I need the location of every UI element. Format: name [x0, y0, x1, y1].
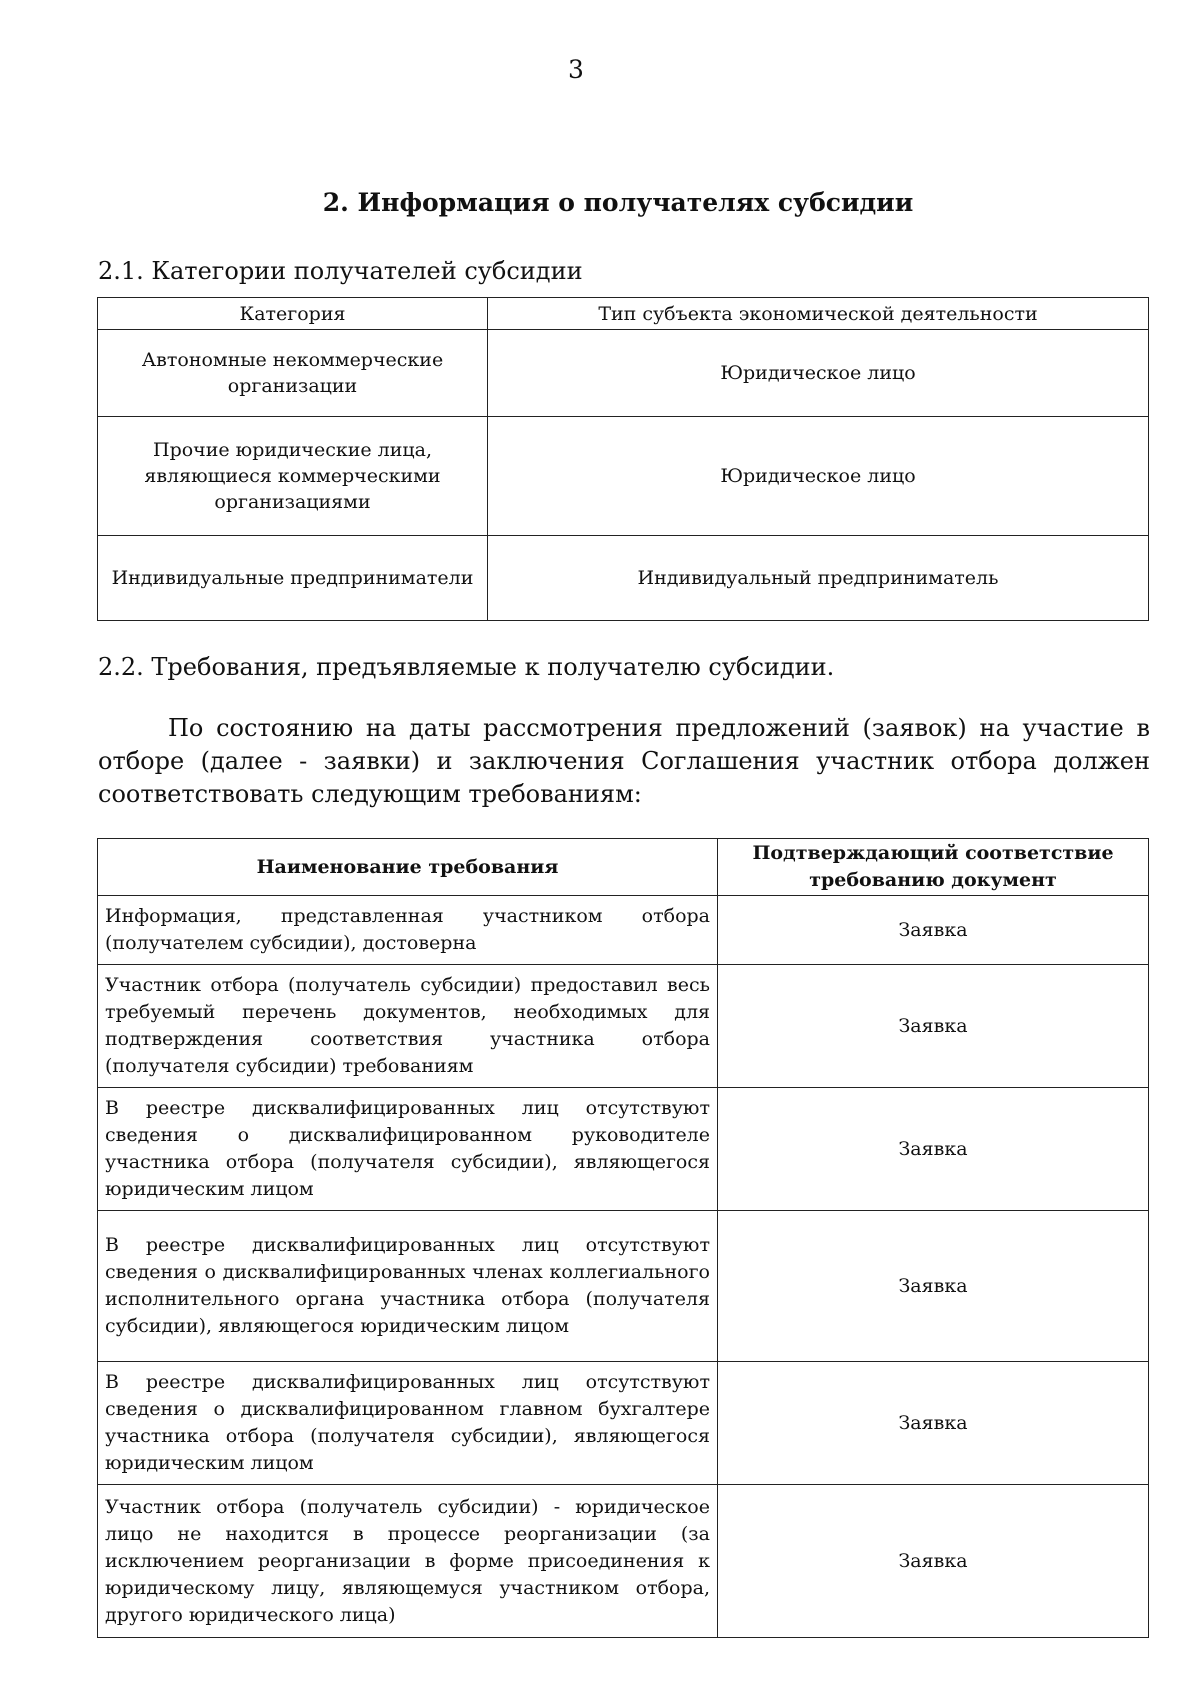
requirement-cell: Участник отбора (получатель субсидии) - юридическое лицо не находится в процессе реорганизации (за исключением реорганизации в форме присоединения к юридическому лицу, являющемуся участником отбора, другого юридического лица)	[98, 1485, 718, 1638]
category-cell: Индивидуальные предприниматели	[98, 536, 488, 621]
requirement-cell: Информация, представленная участником отбора (получателем субсидии), достоверна	[98, 896, 718, 965]
column-header-document: Подтверждающий соответствие требованию документ	[718, 839, 1149, 896]
requirements-table	[97, 838, 1149, 1638]
table-row	[98, 965, 1149, 1088]
requirements-heading: 2.2. Требования, предъявляемые к получателю субсидии.	[98, 653, 835, 681]
section-title: 2. Информация о получателях субсидии	[322, 188, 914, 217]
table-row	[98, 1211, 1149, 1362]
requirement-cell: В реестре дисквалифицированных лиц отсутствуют сведения о дисквалифицированных членах коллегиального исполнительного органа участника отбора (получателя субсидии), являющегося юридическим лицом	[98, 1211, 718, 1362]
table-header-row	[98, 839, 1149, 896]
document-cell: Заявка	[718, 965, 1149, 1088]
category-cell: Прочие юридические лица, являющиеся коммерческими организациями	[98, 417, 488, 536]
table-header-row	[98, 298, 1149, 330]
document-cell: Заявка	[718, 896, 1149, 965]
requirement-cell: Участник отбора (получатель субсидии) предоставил весь требуемый перечень документов, необходимых для подтверждения соответствия участника отбора (получателя субсидии) требованиям	[98, 965, 718, 1088]
type-cell: Индивидуальный предприниматель	[488, 536, 1149, 621]
document-cell: Заявка	[718, 1211, 1149, 1362]
type-cell: Юридическое лицо	[488, 417, 1149, 536]
table-row	[98, 896, 1149, 965]
document-cell: Заявка	[718, 1485, 1149, 1638]
requirement-cell: В реестре дисквалифицированных лиц отсутствуют сведения о дисквалифицированном главном бухгалтере участника отбора (получателя субсидии), являющегося юридическим лицом	[98, 1362, 718, 1485]
document-cell: Заявка	[718, 1362, 1149, 1485]
column-header-category: Категория	[98, 298, 488, 330]
category-cell: Автономные некоммерческие организации	[98, 330, 488, 417]
page-number: 3	[568, 55, 584, 84]
document-cell: Заявка	[718, 1088, 1149, 1211]
type-cell: Юридическое лицо	[488, 330, 1149, 417]
table-row	[98, 1485, 1149, 1638]
requirements-intro-paragraph: По состоянию на даты рассмотрения предложений (заявок) на участие в отборе (далее - заявки) и заключения Соглашения участник отбора должен соответствовать следующим требованиям:	[98, 714, 1150, 808]
table-row	[98, 1362, 1149, 1485]
table-row	[98, 1088, 1149, 1211]
categories-table	[97, 297, 1149, 621]
table-row	[98, 417, 1149, 536]
table-row	[98, 536, 1149, 621]
categories-heading: 2.1. Категории получателей субсидии	[98, 257, 583, 285]
column-header-type: Тип субъекта экономической деятельности	[488, 298, 1149, 330]
column-header-requirement: Наименование требования	[98, 839, 718, 896]
requirement-cell: В реестре дисквалифицированных лиц отсутствуют сведения о дисквалифицированном руководителе участника отбора (получателя субсидии), являющегося юридическим лицом	[98, 1088, 718, 1211]
table-row	[98, 330, 1149, 417]
